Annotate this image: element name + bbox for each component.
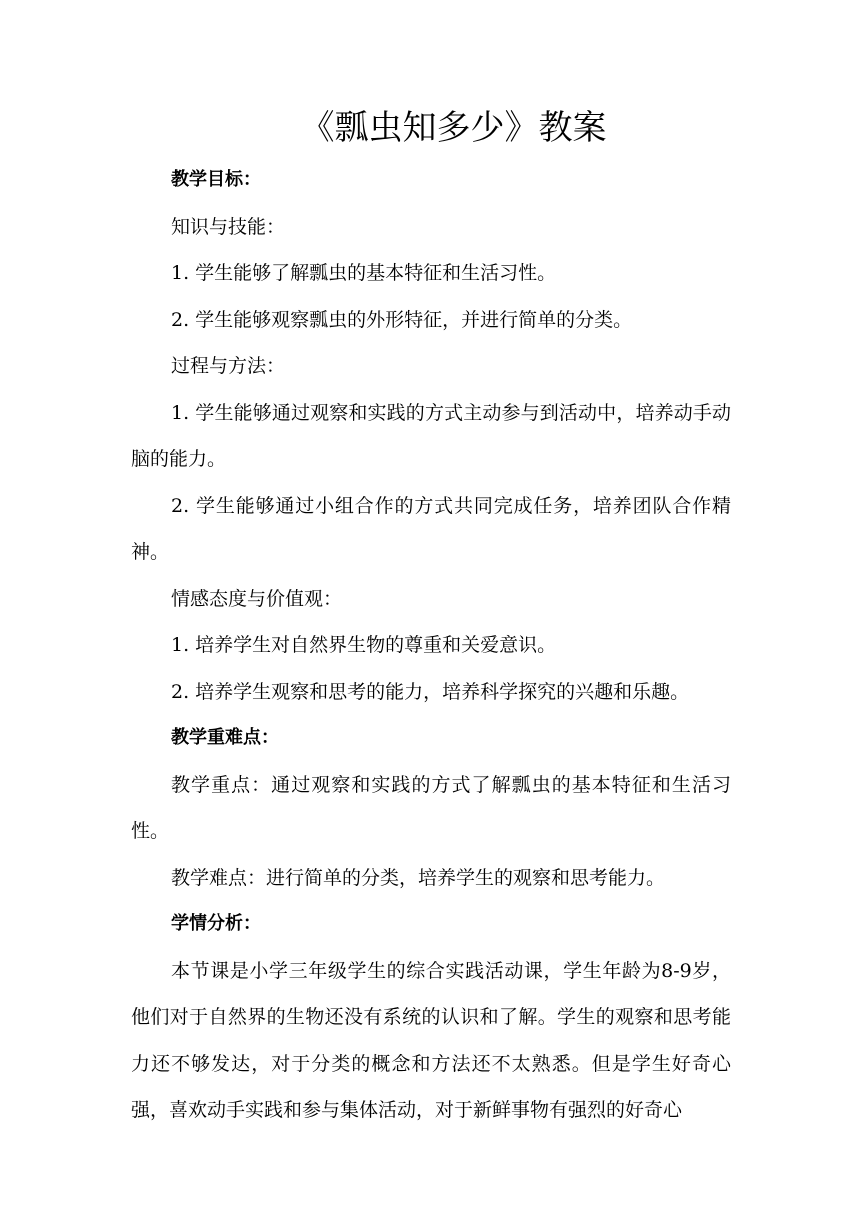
section-heading-learner-analysis: 学情分析： <box>171 913 261 934</box>
document-page <box>131 103 731 1134</box>
list-item: 2. 学生能够通过小组合作的方式共同完成任务，培养团队合作精神。 <box>131 494 731 563</box>
key-point-text: 教学重点：通过观察和实践的方式了解瓢虫的基本特征和生活习性。 <box>131 773 731 842</box>
section-heading-teaching-goals: 教学目标： <box>171 169 261 190</box>
subheading-emotion-values: 情感态度与价值观： <box>171 587 343 610</box>
subheading-knowledge-skills: 知识与技能： <box>171 215 286 238</box>
section-heading-key-difficult: 教学重难点： <box>171 727 279 748</box>
document-title: 《瓢虫知多少》教案 <box>300 108 607 148</box>
subheading-process-method: 过程与方法： <box>171 355 286 377</box>
list-item: 2. 学生能够观察瓢虫的外形特征，并进行简单的分类。 <box>171 308 633 331</box>
difficult-point-text: 教学难点：进行简单的分类，培养学生的观察和思考能力。 <box>171 866 666 889</box>
learner-analysis-paragraph: 本节课是小学三年级学生的综合实践活动课，学生年龄为8-9岁，他们对于自然界的生物还没有系统的认识和了解。学生的观察和思考能力还不够发达，对于分类的概念和方法还不太熟悉。但是学生好奇心强，喜欢动手实践和参与集体活动，对于新鲜事物有强烈的好奇心 <box>131 959 731 1121</box>
list-item: 2. 培养学生观察和思考的能力，培养科学探究的兴趣和乐趣。 <box>171 680 690 703</box>
list-item: 1. 学生能够了解瓢虫的基本特征和生活习性。 <box>171 262 557 284</box>
list-item: 1. 学生能够通过观察和实践的方式主动参与到活动中，培养动手动脑的能力。 <box>131 401 731 470</box>
list-item: 1. 培养学生对自然界生物的尊重和关爱意识。 <box>171 634 557 656</box>
